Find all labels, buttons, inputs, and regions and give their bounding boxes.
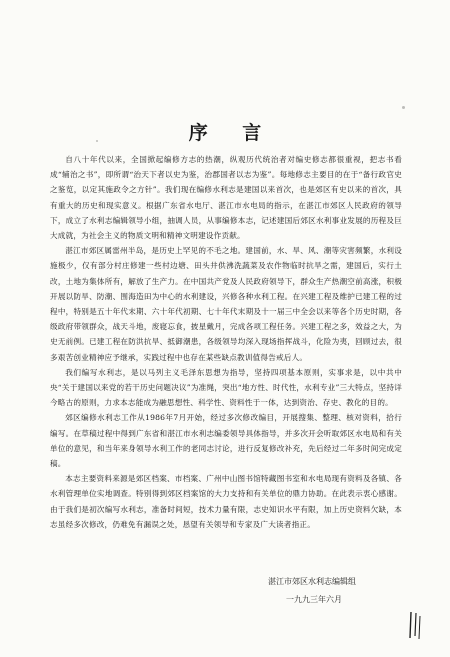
pen-mark-icon — [408, 610, 422, 640]
scan-dust-mark — [402, 106, 405, 109]
paragraph-1: 自八十年代以来，全国掀起编修方志的热潮，纵观历代统治者对编史修志都很重视，把志书看成“辅治之书”，即所谓“治天下者以史为鉴，治郡国者以志为鉴”。每地修志主要目的在于“备行政官史之鉴览，以定其施政令之方针”。我们现在编修水利志是建国以来首次，也是郊区有史以来的首次，具有重大的历史和现实意义。根据广东省水电厅、湛江市水电局的指示，在湛江市郊区人民政府的领导下，成立了水利志编辑领导小组，抽调人员，从事编修本志，记述建国后郊区水利事业发展的历程及巨大成就，为社会主义的物质文明和精神文明建设作贡献。 — [50, 155, 402, 241]
signature-org: 湛江市郊区水利志编辑组 — [268, 577, 356, 586]
paragraph-2: 湛江市郊区属雷州半岛，是历史上罕见的不毛之地。建国前，水、旱、风、潮等灾害频繁，水利设施极少，仅有部分村庄修建一些村边塘、田头井供沸洗蔬菜及农作物临时抗旱之需，建国后，实行土改，土地为集体所有，解放了生产力。在中国共产党及人民政府领导下，群众生产热潮空前高涨，积极开展以防旱、防潮、围海造田为中心的水利建设，兴修各种水利工程。在兴建工程及维护已建工程的过程中，特别是五十年代末期、六十年代初期、七十年代末期及十一届三中全会以来等各个历史时期，各级政府带领群众，战天斗地，废寝忘食，披星戴月，完成各项工程任务。兴建工程之多，效益之大，为史无前例。已建工程在防洪抗旱、抵御潮患，各级领导均深入现场指挥战斗，化险为夷，回顾过去，很多艰苦创业精神应予继承，实践过程中也存在某些缺点教训值得告戒后人。 — [50, 246, 402, 362]
signature-block — [268, 573, 418, 609]
paragraph-3: 我们编写水利志，是以马列主义毛泽东思想为指导，坚持四项基本原则，实事求是，以中共中央“关于建国以来党的若干历史问题决议”为准绳，突出“地方性、时代性，水利专业”三大特点，坚持详今略古的原则，力求本志能成为融思想性、科学性、资料性于一体，达到资治、存史、教化的目的。 — [50, 367, 402, 408]
scan-dust-mark — [96, 140, 98, 142]
body-text — [50, 152, 402, 532]
paragraph-4: 郊区编修水利志工作从1986年7月开始，经过多次修改编目，开展搜集、整理、核对资料，拾行编写。在草稿过程中得到广东省和湛江市水利志编委领导具体指导，并多次开会听取郊区水电局和有关单位的意见，和当年来身领导水利工作的老同志讨论，进行反复修改补充，先后经过二年多时间完成定稿。 — [50, 413, 402, 469]
paragraph-5: 本志主要资料来源是郊区档案、市档案、广州中山图书馆特藏图书室和水电局现有资料及各镇、各水利管理单位实地调查。特别得到郊区档案馆的大力支持和有关单位的鼎力协助。在此表示衷心感谢。由于我们是初次编写水利志，准备时间短，技术力量有限，志史知识水平有限，加上历史资料欠缺，本志虽经多次修改，仍难免有漏误之处，恳望有关领导和专家及广大读者指正。 — [50, 474, 402, 529]
page-title: 序 言 — [188, 122, 276, 144]
signature-date: 一九九三年六月 — [286, 595, 342, 604]
